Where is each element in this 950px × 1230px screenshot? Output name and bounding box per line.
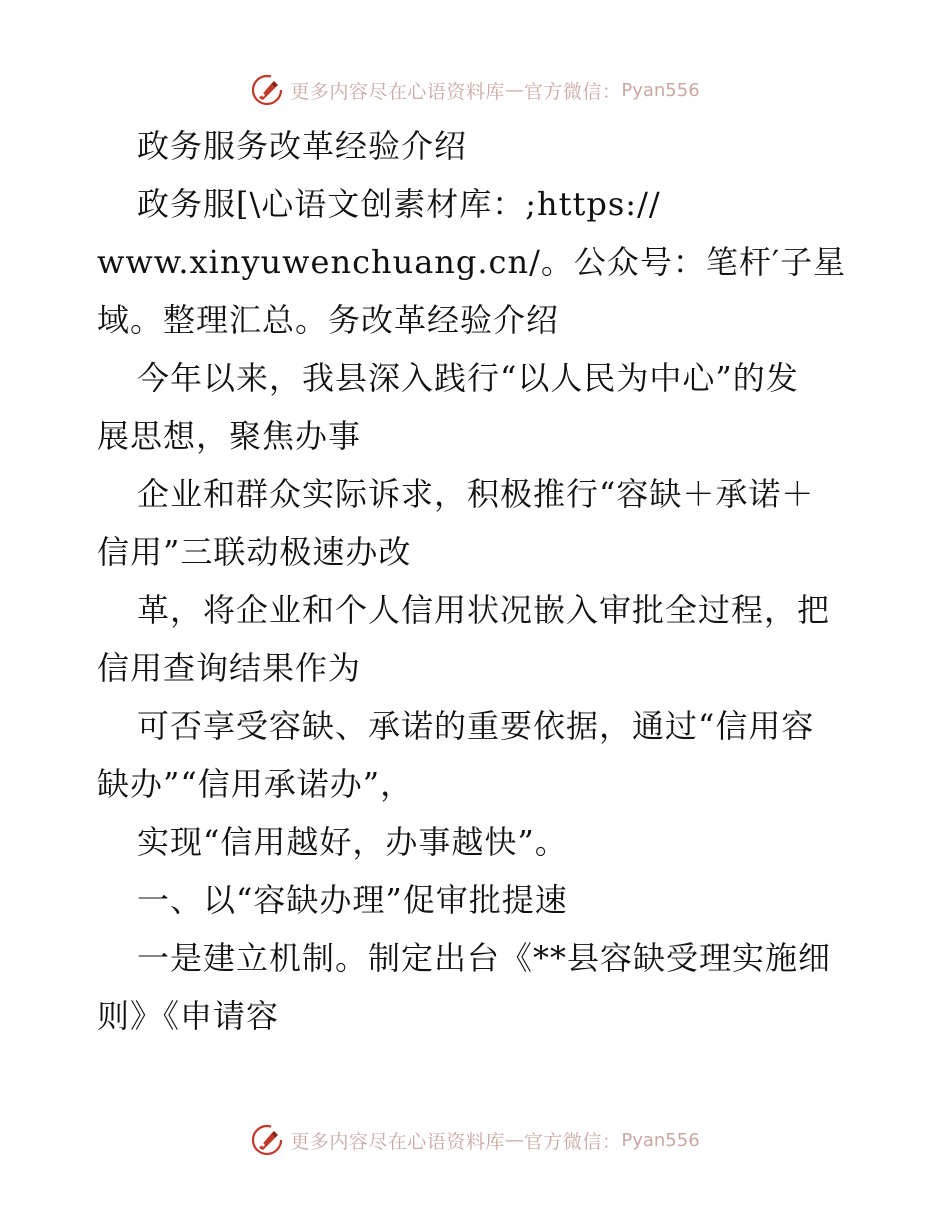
- section-heading: 一、以“容缺办理”促审批提速: [137, 881, 568, 919]
- text-line: 实现“信用越好，办事越快”。: [137, 823, 568, 861]
- pen-nib-circle-icon: [250, 1123, 284, 1157]
- text-line: 则》《申请容: [97, 997, 280, 1035]
- watermark-text: 更多内容尽在心语资料库: [290, 1130, 505, 1153]
- text-line: 一是建立机制。制定出台《**县容缺受理实施细: [137, 939, 832, 977]
- pen-nib-circle-icon: [250, 73, 284, 107]
- watermark-wechat-label: 官方微信：: [523, 80, 622, 103]
- watermark-wechat-label: 官方微信：: [523, 1130, 622, 1153]
- footer-watermark: [0, 1120, 950, 1160]
- text-line: 信用”三联动极速办改: [97, 533, 412, 571]
- text-line: 展思想，聚焦办事: [97, 417, 362, 455]
- watermark-dash: —: [504, 1129, 524, 1151]
- text-line: 缺办”“信用承诺办”，: [97, 765, 414, 803]
- text-line: 域。整理汇总。务改革经验介绍: [97, 301, 560, 339]
- text-line: www.xinyuwenchuang.cn/。公众号：笔杆′子星: [97, 243, 847, 281]
- document-body: [97, 117, 857, 1045]
- watermark-text: 更多内容尽在心语资料库: [290, 80, 505, 103]
- text-line: 今年以来，我县深入践行“以人民为中心”的发: [137, 359, 799, 397]
- document-title: 政务服务改革经验介绍: [137, 127, 468, 165]
- text-line: 政务服[\心语文创素材库：;https://: [137, 185, 661, 223]
- text-line: 可否享受容缺、承诺的重要依据，通过“信用容: [137, 707, 815, 745]
- header-watermark: [0, 70, 950, 110]
- watermark-wechat-id: Pyan556: [621, 1129, 700, 1151]
- text-line: 企业和群众实际诉求，积极推行“容缺＋承诺＋: [137, 475, 815, 513]
- watermark-dash: —: [504, 79, 524, 101]
- text-line: 革，将企业和个人信用状况嵌入审批全过程，把: [137, 591, 831, 629]
- watermark-wechat-id: Pyan556: [621, 79, 700, 101]
- text-line: 信用查询结果作为: [97, 649, 362, 687]
